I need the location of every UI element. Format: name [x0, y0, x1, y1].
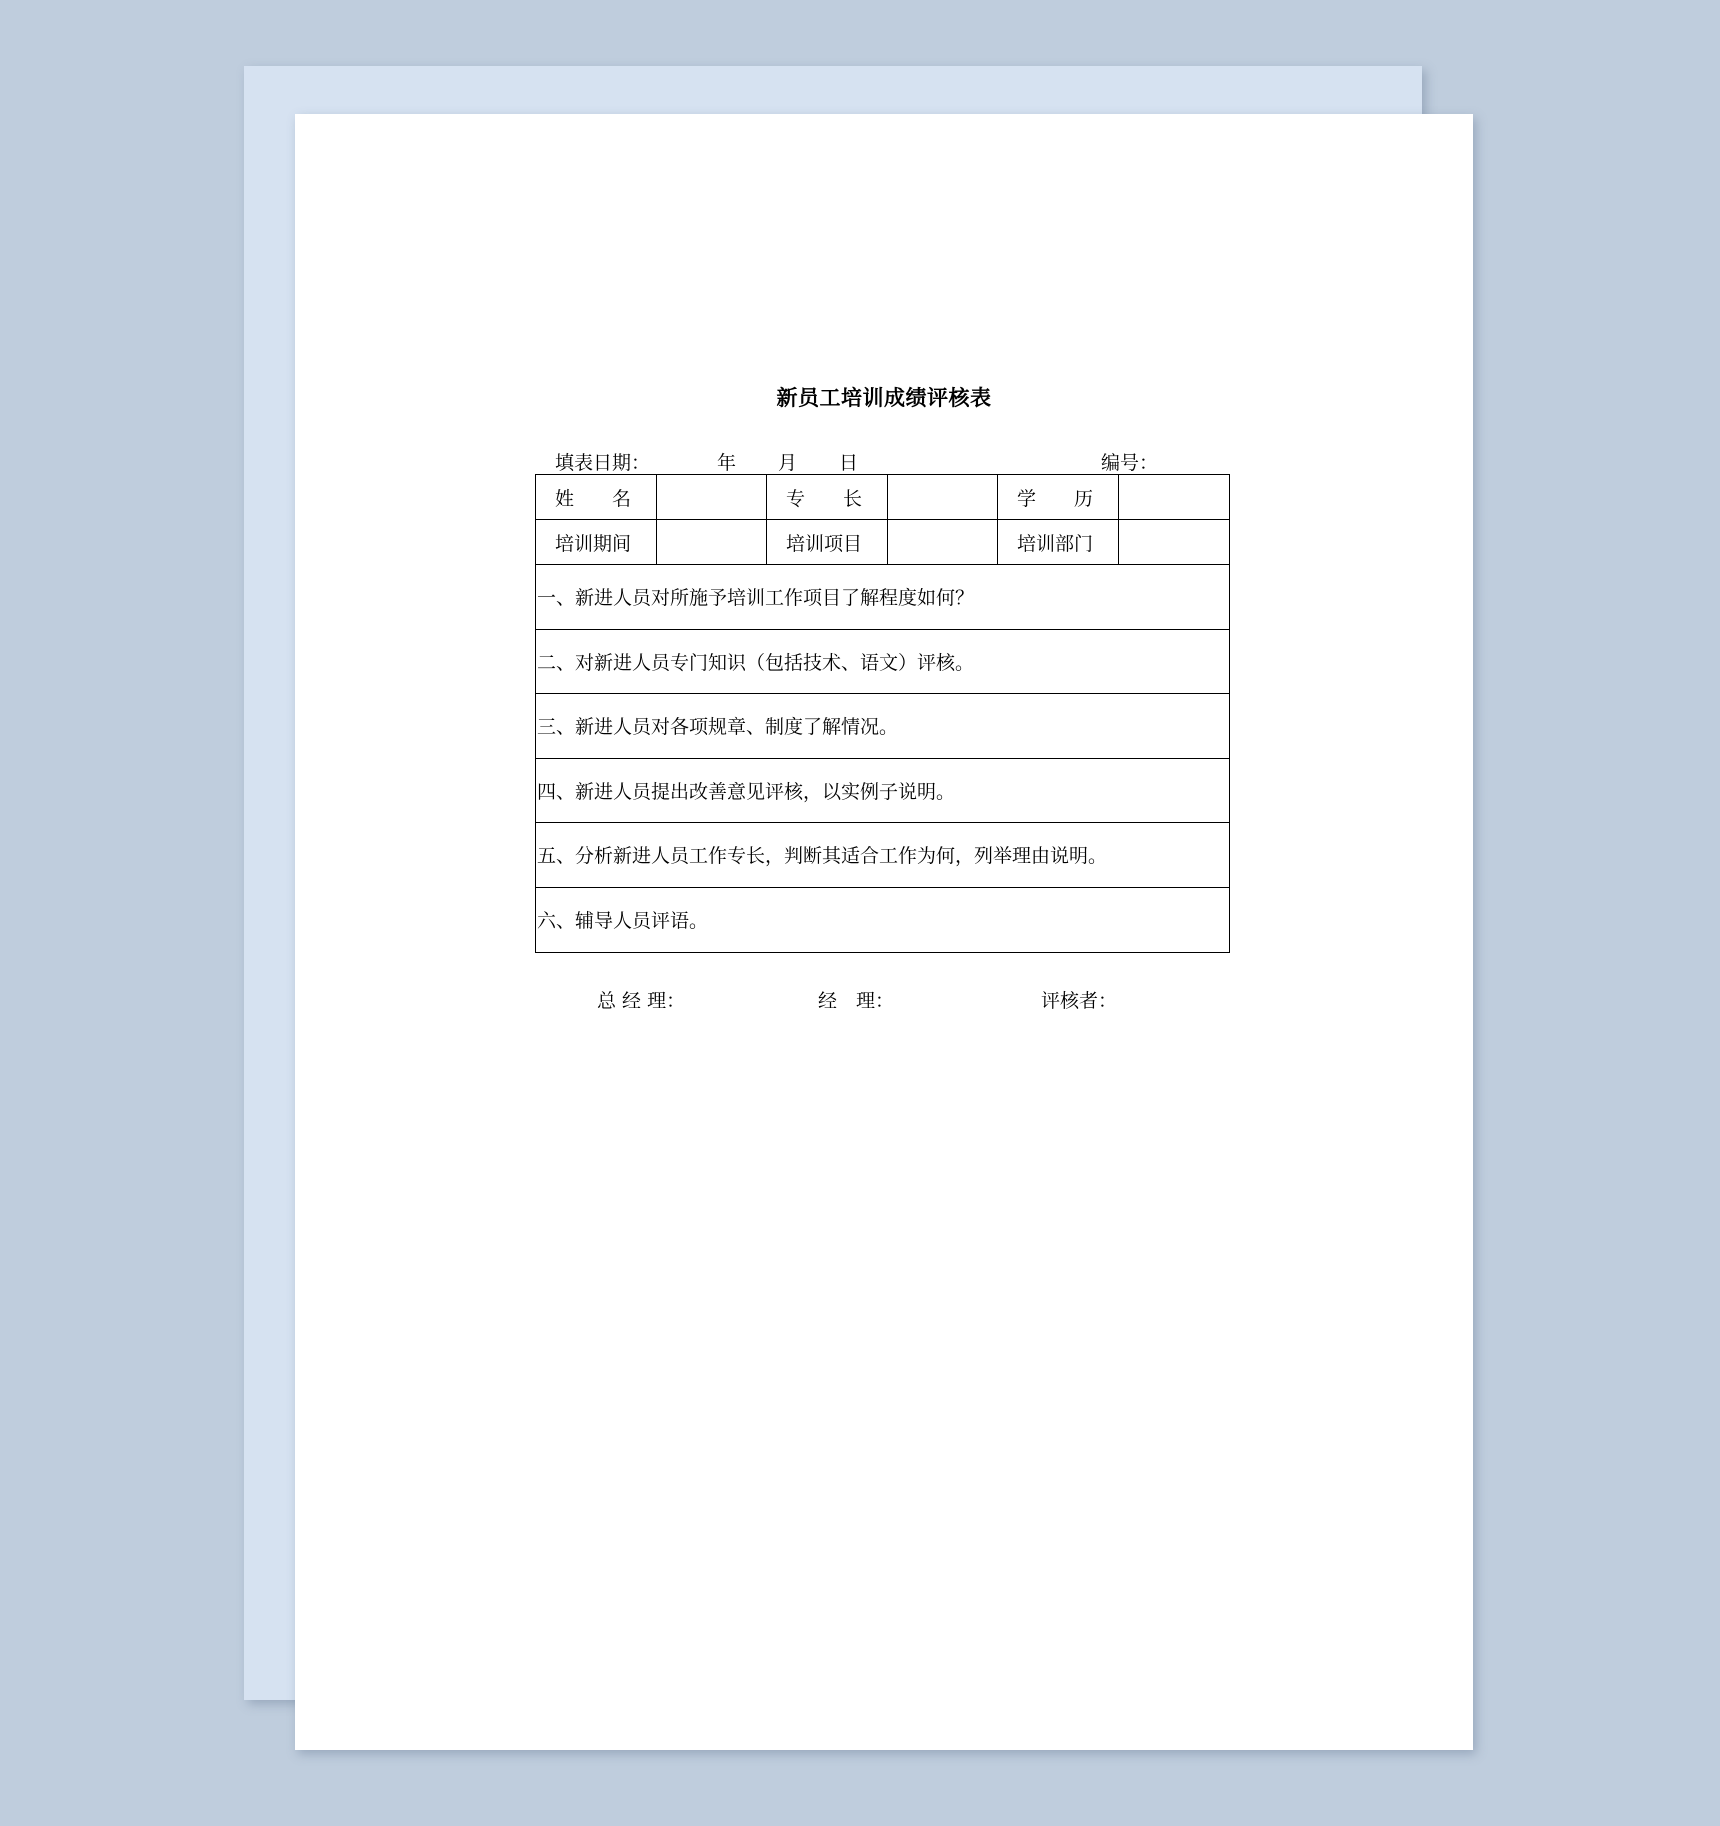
question-row-6[interactable]: 六、辅导人员评语。	[537, 910, 709, 933]
fill-date-label: 填表日期：	[555, 452, 651, 474]
question-row-5[interactable]: 五、分析新进人员工作专长，判断其适合工作为何，列举理由说明。	[536, 823, 1229, 888]
reviewer-signature-label: 评核者：	[1041, 990, 1118, 1012]
training-department-label: 培训部门	[998, 520, 1119, 564]
training-project-value[interactable]	[888, 520, 998, 564]
name-value[interactable]	[657, 475, 767, 519]
month-label: 月	[778, 452, 798, 474]
number-label: 编号：	[1101, 452, 1159, 474]
training-period-label: 培训期间	[536, 520, 657, 564]
evaluation-form-table	[535, 474, 1230, 953]
info-row-personal	[536, 475, 1229, 520]
question-row-4[interactable]: 四、新进人员提出改善意见评核，以实例子说明。	[536, 759, 1229, 824]
manager-signature-label: 经 理：	[818, 990, 895, 1012]
day-label: 日	[839, 452, 859, 474]
specialty-value[interactable]	[888, 475, 998, 519]
specialty-label: 专 长	[767, 475, 888, 519]
education-label: 学 历	[998, 475, 1119, 519]
name-label: 姓 名	[536, 475, 657, 519]
training-period-value[interactable]	[657, 520, 767, 564]
general-manager-signature-label: 总 经 理：	[597, 990, 686, 1012]
year-label: 年	[717, 452, 737, 474]
question-row-2[interactable]: 二、对新进人员专门知识（包括技术、语文）评核。	[536, 630, 1229, 695]
training-department-value[interactable]	[1119, 520, 1229, 564]
question-row-1[interactable]: 一、新进人员对所施予培训工作项目了解程度如何？	[536, 565, 1229, 630]
question-row-3[interactable]: 三、新进人员对各项规章、制度了解情况。	[536, 694, 1229, 759]
education-value[interactable]	[1119, 475, 1229, 519]
info-row-training	[536, 520, 1229, 565]
document-page	[295, 114, 1473, 1750]
document-title: 新员工培训成绩评核表	[776, 385, 992, 410]
training-project-label: 培训项目	[767, 520, 888, 564]
